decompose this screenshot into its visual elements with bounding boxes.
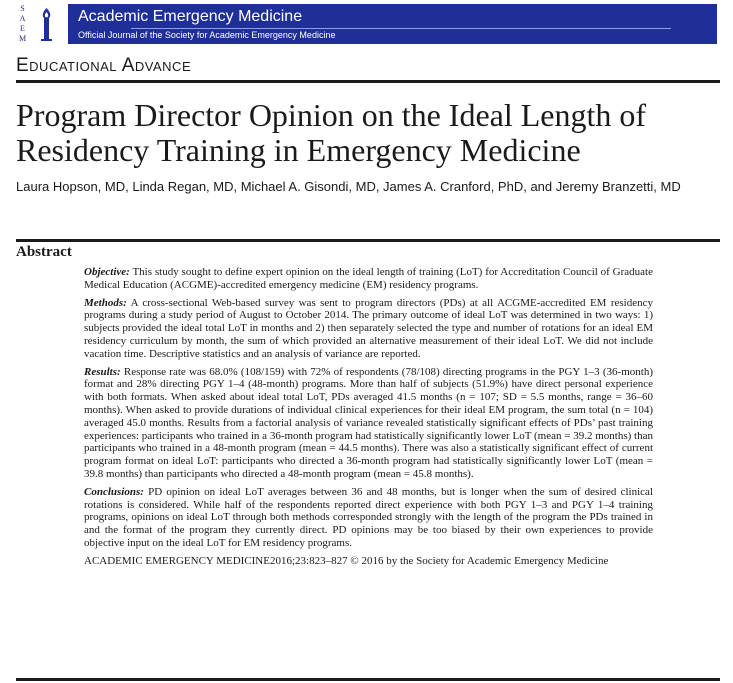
abstract-results: [84, 366, 653, 481]
header-divider: [131, 28, 671, 29]
article-title: Program Director Opinion on the Ideal Length of Residency Training in Emergency Medicine: [16, 97, 647, 168]
society-letter: S: [20, 4, 25, 13]
society-letter: M: [18, 34, 27, 43]
journal-banner: [16, 4, 717, 44]
abstract-rule: [16, 239, 720, 242]
objective-text: This study sought to define expert opinion on the ideal length of training (LoT) for Accreditation Council of Graduate Medical Education (ACGME)-accredited emergency medicine (EM) residency programs.: [84, 266, 653, 291]
article-section: Educational Advance: [16, 55, 192, 76]
journal-subtitle: Official Journal of the Society for Academic Emergency Medicine: [78, 30, 336, 40]
objective-label: Objective:: [84, 266, 130, 278]
journal-header-bar: [68, 4, 717, 44]
abstract-conclusions: [84, 486, 653, 550]
torch-logo-icon: [32, 6, 62, 42]
society-letter: A: [19, 14, 26, 23]
society-letter: E: [20, 24, 25, 33]
methods-label: Methods:: [84, 296, 127, 309]
abstract-body: [84, 266, 653, 573]
journal-name: Academic Emergency Medicine: [78, 8, 303, 25]
methods-text: A cross-sectional Web-based survey was sent to program directors (PDs) at all ACGME-accredited EM residency programs during a study period of August to October 2014. The primary outcome of ideal LoT was determined in two ways: 1) subjects provided the ideal total LoT in months and 2) then separately selected the type and number of rotations for an ideal EM residency curriculum by month, the sum of which provided an alternative measurement of their ideal LoT. We did not include vacation time. Descriptive statistics and an analysis of variance are reported.: [84, 296, 653, 360]
conclusions-label: Conclusions:: [84, 485, 144, 498]
results-text: Response rate was 68.0% (108/159) with 72% of respondents (78/108) directing programs in the PGY 1–3 (36-month) format and 28% directing PGY 1–4 (48-month) programs. More than half of subjects (51.9%) have direct personal experience with both formats. When asked about ideal total LoT, PDs averaged 41.5 months (n = 107; SD = 5.5 months, range = 36–60 months). When asked to provide durations of individual clinical experiences for their ideal EM program, the sum total (n = 104) averaged 45.0 months. Results from a factorial analysis of variance revealed statistically significant effects of PDs’ past training experiences: participants who trained in a 36-month program had statistically significantly lower LoT (mean = 39.2 months) than participants who trained in a 48-month program (mean = 44.5 months). There was also a statistically significant effect of current program format on ideal LoT: participants who directed a 36-month program had statistically significantly lower LoT (mean = 39.8 months) than participants who directed a 48-month program (mean = 45.8 months).: [84, 365, 653, 480]
citation: ACADEMIC EMERGENCY MEDICINE2016;23:823–827 © 2016 by the Society for Academic Emergency Medicine: [84, 554, 609, 567]
conclusions-text: PD opinion on ideal LoT averages between 36 and 48 months, but is longer when the sum of desired clinical rotations is considered. While half of the respondents reported direct experience with both PGY 1–3 and PGY 1–4 training programs, opinions on ideal LoT through both methods corresponded strongly with the length of the program the PDs trained in and the format of the program they currently direct. PD opinions may be too biased by their own experiences to provide objective input on the ideal LoT for EM residency programs.: [84, 485, 653, 549]
abstract-objective: [84, 266, 653, 292]
article-authors: Laura Hopson, MD, Linda Regan, MD, Michael A. Gisondi, MD, James A. Cranford, PhD, and Jeremy Branzetti, MD: [16, 179, 681, 194]
abstract-heading: Abstract: [16, 244, 72, 260]
results-label: Results:: [84, 365, 121, 378]
bottom-rule: [16, 678, 720, 681]
society-acronym: [16, 4, 29, 44]
section-rule: [16, 80, 720, 83]
abstract-methods: [84, 297, 653, 361]
